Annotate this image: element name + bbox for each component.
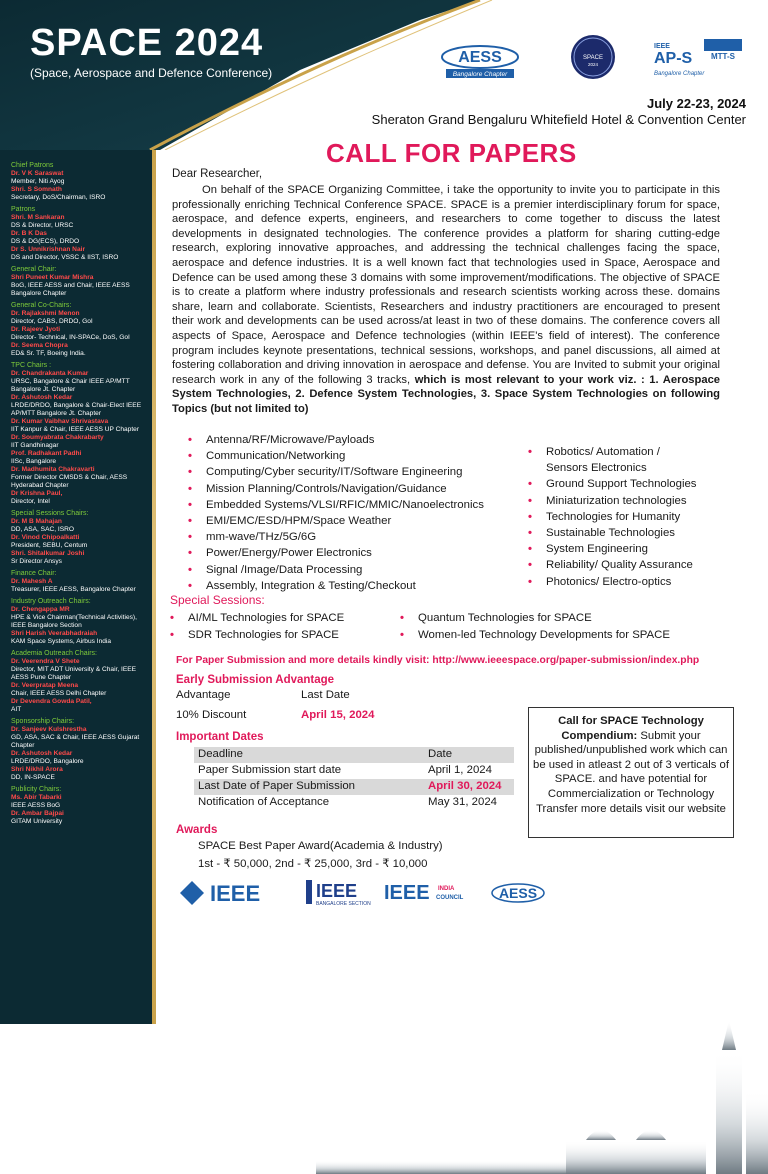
topics-list-right <box>528 444 697 590</box>
topic-item: • Mission Planning/Controls/Navigation/Guidance <box>188 481 484 497</box>
committee-member-name: Dr. Chengappa MR <box>11 606 70 613</box>
committee-role-heading: General Chair: <box>11 266 57 273</box>
committee-role-heading: Special Sessions Chairs: <box>11 510 89 517</box>
committee-member-affiliation: Treasurer, IEEE AESS, Bangalore Chapter <box>11 586 136 593</box>
ieee-logo-2 <box>306 880 371 907</box>
submission-link[interactable]: For Paper Submission and more details kindly visit: http://www.ieeespace.org/paper-submission/index.php <box>176 655 700 666</box>
tracks-text: which is most relevant to your work viz. : 1. Aerospace System Technologies, 2. Defence System Technologies, 3. Space System Technologies on following Topics (but not limited to) <box>172 373 721 415</box>
ieee-logo-3 <box>384 882 464 904</box>
committee-member-name: Dr. Mahesh A <box>11 578 53 585</box>
committee-role-heading: TPC Chairs : <box>11 362 52 369</box>
bullet: • <box>188 563 192 576</box>
committee-member-affiliation: GD, ASA, SAC & Chair, IEEE AESS Gujarat Chapter <box>11 734 140 749</box>
conference-dates: July 22-23, 2024 <box>646 96 746 111</box>
svg-text:IEEE: IEEE <box>316 881 358 901</box>
special-session-item: • Quantum Technologies for SPACE <box>400 610 670 627</box>
table-row: Last Date of Paper Submission April 30, 2024 <box>194 779 514 795</box>
svg-text:BANGALORE SECTION: BANGALORE SECTION <box>316 901 371 907</box>
committee-member-name: Shri Puneet Kumar Mishra <box>11 274 94 281</box>
esa-discount: 10% Discount <box>176 709 247 721</box>
committee-member-name: Prof. Radhakant Padhi <box>11 450 82 457</box>
esa-date: April 15, 2024 <box>301 709 375 721</box>
ieee-logo-graphics <box>178 878 548 908</box>
committee-member-affiliation: President, SEBU, Centum <box>11 542 88 549</box>
topic-item: • Sustainable Technologies <box>528 525 697 541</box>
topic-item: • Reliability/ Quality Assurance <box>528 557 697 573</box>
bullet: • <box>188 547 192 560</box>
committee-member-name: Shri Nikhil Arora <box>11 766 63 773</box>
committee-member-name: Dr. Ashutosh Kedar <box>11 750 73 757</box>
logo-aps: AP-S <box>654 50 693 67</box>
logo-aess: AESS <box>458 49 502 66</box>
compendium-body: Submit your published/unpublished work which can be used in atleast 2 out of 3 verticals of SPACE. and have potential for Commercialization or Technology Transfer more details visit our website <box>533 729 729 815</box>
committee-member-affiliation: DS & DG(ECS), DRDO <box>11 238 80 245</box>
committee-member-affiliation: KAM Space Systems, Airbus India <box>11 638 112 645</box>
topic-item: • Ground Support Technologies <box>528 476 697 492</box>
compendium-box <box>528 707 734 838</box>
important-dates-heading: Important Dates <box>176 731 264 743</box>
greeting: Dear Researcher, <box>172 168 263 180</box>
header <box>0 0 768 150</box>
committee-member-name: Dr. Veerendra V Shete <box>11 658 80 665</box>
committee-member-affiliation: AIT <box>11 706 22 713</box>
conference-subtitle: (Space, Aerospace and Defence Conference) <box>30 66 273 80</box>
committee-member-name: Dr. Soumyabrata Chakrabarty <box>11 434 104 441</box>
committee-member-affiliation: DD, ASA, SAC, ISRO <box>11 526 75 533</box>
committee-member-affiliation: IEEE AESS BoG <box>11 802 61 809</box>
table-row: Paper Submission start date April 1, 2024 <box>198 764 492 776</box>
committee-member-affiliation: Chair, IEEE AESS Delhi Chapter <box>11 690 107 697</box>
invitation-body <box>172 183 720 417</box>
logo-graphics <box>438 35 748 85</box>
award-title: SPACE Best Paper Award(Academia & Industry) <box>198 840 443 852</box>
committee-member-name: Dr. Rajeev Jyoti <box>11 326 61 333</box>
special-session-item: • Women-led Technology Developments for SPACE <box>400 627 670 644</box>
invitation-text: On behalf of the SPACE Organizing Committee, i take the opportunity to invite you to participate in this professionally enriching Technical Conference SPACE. SPACE is a premier interdisciplinary forum for space, aerospace, and defence experts, engineers, and researchers to come together to discuss the latest developments in designated technologies. The conference provides a platform for sharing cutting-edge research, exploring innovative approaches, and addressing the technical challenges facing the space, aerospace and defence industries. It is a well known fact that technologies used in Space, Aerospace and Defence can be used among these 3 domains with some improvement/modifications. The objective of SPACE is to create a platform where industry professionals and research scientists working across these. domains share, learn and collaborate. Scientists, Researchers and industry practitioners are encouraged to present their work and developments can be used across/at least in two of these domains. The conference covers all aspects of Space, Aerospace and Defence technologies (within IEEE's field of interest). The conference program includes keynote presentations, technical sessions, workshops, and panel discussions, all aimed at fostering collaboration and driving innovation in aerospace and defense. You are Invited to submit your original research work in any of the following 3 tracks, <box>172 184 720 386</box>
conference-venue: Sheraton Grand Bengaluru Whitefield Hotel & Convention Center <box>371 112 746 127</box>
committee-member-name: Dr. Seema Chopra <box>11 342 68 349</box>
call-for-papers-heading: CALL FOR PAPERS <box>326 138 577 168</box>
svg-text:INDIA: INDIA <box>438 886 455 892</box>
main-content <box>158 138 768 1024</box>
committee-member-affiliation: DD, IN-SPACE <box>11 774 55 781</box>
committee-member-affiliation: DS & Director, URSC <box>11 222 74 229</box>
committee-member-name: Dr. Chandrakanta Kumar <box>11 370 89 377</box>
ieee-logos <box>178 878 548 908</box>
committee-member-affiliation: Member, Niti Ayog <box>11 178 65 185</box>
bullet: • <box>188 515 192 528</box>
topic-item: • Computing/Cyber security/IT/Software Engineering <box>188 464 484 480</box>
committee-member-affiliation: IIT Kanpur & Chair, IEEE AESS UP Chapter <box>11 426 140 433</box>
bullet: • <box>528 559 532 572</box>
committee-member-affiliation: GITAM University <box>11 818 63 825</box>
topic-item: Sensors Electronics <box>546 462 647 475</box>
logo-aess-sub: Bangalore Chapter <box>452 71 508 78</box>
committee-role-heading: Patrons <box>11 206 36 213</box>
committee-member-affiliation: Director, Intel <box>11 498 50 505</box>
topic-item: • Antenna/RF/Microwave/Payloads <box>188 432 484 448</box>
committee-member-affiliation: Director- Technical, IN-SPACe, DoS, GoI <box>11 334 130 341</box>
special-sessions-right <box>400 610 670 644</box>
conference-title: SPACE 2024 <box>30 22 264 64</box>
compendium-title: Call for SPACE Technology Compendium: <box>558 715 704 742</box>
logo-ieee: IEEE <box>654 43 670 50</box>
committee-member-name: Shri. Shitalkumar Joshi <box>11 550 85 557</box>
bullet: • <box>528 543 532 556</box>
committee-member-name: Dr. Vinod Chipoalkatti <box>11 534 80 541</box>
ieee-logo-1 <box>180 881 260 906</box>
topic-item: • Robotics/ Automation / <box>528 444 697 460</box>
topic-item: • Communication/Networking <box>188 448 484 464</box>
svg-text:IEEE: IEEE <box>210 881 261 906</box>
early-submission-heading: Early Submission Advantage <box>176 674 335 686</box>
esa-col-last-date: Last Date <box>301 689 350 701</box>
committee-member-affiliation: Former Director CMSDS & Chair, AESS Hyderabad Chapter <box>11 474 128 489</box>
special-sessions-heading: Special Sessions: <box>170 593 265 607</box>
committee-role-heading: Sponsorship Chairs: <box>11 718 75 725</box>
topic-item: • Photonics/ Electro-optics <box>528 574 697 590</box>
committee-member-affiliation: Sr Director Ansys <box>11 558 62 565</box>
committee-member-affiliation: Secretary, DoS/Chairman, ISRO <box>11 194 106 201</box>
bullet: • <box>188 579 192 592</box>
committee-member-affiliation: IIT Gandhinagar <box>11 442 59 449</box>
topic-item: • mm-wave/THz/5G/6G <box>188 529 484 545</box>
bullet: • <box>400 612 404 624</box>
committee-role-heading: Academia Outreach Chairs: <box>11 650 97 657</box>
svg-text:IEEE: IEEE <box>384 882 430 904</box>
committee-member-name: Shri Harish Veerabhadraiah <box>11 630 98 637</box>
committee-member-name: Dr. Sanjeev Kulshrestha <box>11 726 87 733</box>
committee-role-heading: General Co-Chairs: <box>11 302 72 309</box>
topic-item: • Power/Energy/Power Electronics <box>188 545 484 561</box>
topic-item: • Technologies for Humanity <box>528 509 697 525</box>
logo-space: SPACE <box>583 55 603 61</box>
bullet: • <box>188 531 192 544</box>
bullet: • <box>188 434 192 446</box>
committee-member-affiliation: ED& Sr. TF, Boeing India. <box>11 350 86 357</box>
logo-space-year: 2024 <box>587 62 599 67</box>
awards-heading: Awards <box>176 824 218 836</box>
committee-member-affiliation: Director, CABS, DRDO, GoI <box>11 318 93 325</box>
bullet: • <box>188 466 192 479</box>
bullet: • <box>528 575 532 588</box>
committee-member-name: Dr Devendra Gowda Patil, <box>11 698 92 705</box>
topic-item: • System Engineering <box>528 541 697 557</box>
bullet: • <box>170 629 174 641</box>
committee-member-affiliation: HPE & Vice Chairman(Technical Activities), IEEE Bangalore Section <box>11 614 137 629</box>
committee-role-heading: Publicity Chairs: <box>11 786 62 793</box>
committee-list <box>11 158 149 826</box>
committee-member-name: Shri. M Sankaran <box>11 214 65 221</box>
bullet: • <box>528 510 532 523</box>
important-dates-table <box>194 747 514 811</box>
committee-member-name: Dr. M B Mahajan <box>11 518 62 525</box>
special-session-item: • AI/ML Technologies for SPACE <box>170 610 344 627</box>
special-sessions-left <box>170 610 344 644</box>
topic-item: • Miniaturization technologies <box>528 493 697 509</box>
topics-list-left <box>188 432 484 594</box>
bullet: • <box>170 612 174 624</box>
bullet: • <box>188 450 192 463</box>
committee-member-affiliation: DS and Director, VSSC & IIST, ISRO <box>11 254 119 261</box>
topic-item: • Assembly, Integration & Testing/Checkout <box>188 578 484 594</box>
esa-col-advantage: Advantage <box>176 689 231 701</box>
table-header-row: Deadline Date <box>194 747 514 763</box>
svg-text:COUNCIL: COUNCIL <box>436 895 464 901</box>
bullet: • <box>528 446 532 458</box>
committee-member-name: Dr. Ashutosh Kedar <box>11 394 73 401</box>
committee-member-name: Dr S. Unnikrishnan Nair <box>11 246 86 253</box>
bullet: • <box>528 478 532 491</box>
committee-member-name: Dr. Rajlakshmi Menon <box>11 310 80 317</box>
topic-item: • Signal /Image/Data Processing <box>188 562 484 578</box>
bullet: • <box>188 498 192 511</box>
logo-aps-sub: Bangalore Chapter <box>654 71 705 77</box>
special-session-item: • SDR Technologies for SPACE <box>170 627 344 644</box>
committee-member-name: Ms. Abir Tabarki <box>11 794 62 801</box>
sponsor-logos <box>438 35 748 85</box>
aess-logo <box>492 884 544 902</box>
committee-member-name: Dr. Madhumita Chakravarti <box>11 466 95 473</box>
committee-member-affiliation: LRDE/DRDO, Bangalore <box>11 758 84 765</box>
committee-member-affiliation: LRDE/DRDO, Bangalore & Chair-Elect IEEE AP/MTT Bangalore Jt. Chapter <box>11 402 142 417</box>
committee-role-heading: Finance Chair: <box>11 570 57 577</box>
bullet: • <box>528 494 532 507</box>
committee-member-affiliation: IISc, Bangalore <box>11 458 57 465</box>
bullet: • <box>188 482 192 495</box>
committee-role-heading: Chief Patrons <box>11 162 54 169</box>
committee-member-name: Dr. Ambar Bajpai <box>11 810 64 817</box>
topic-item: • EMI/EMC/ESD/HPM/Space Weather <box>188 513 484 529</box>
svg-text:AESS: AESS <box>498 885 538 901</box>
committee-role-heading: Industry Outreach Chairs: <box>11 598 91 605</box>
committee-member-name: Dr. B K Das <box>11 230 47 237</box>
topic-item: • Embedded Systems/VLSI/RFIC/MMIC/Nanoelectronics <box>188 497 484 513</box>
committee-member-name: Shri. S Somnath <box>11 186 62 193</box>
bengaluru-skyline-illustration <box>316 1020 768 1174</box>
committee-member-name: Dr. Veerpratap Meena <box>11 682 79 689</box>
committee-member-affiliation: URSC, Bangalore & Chair IEEE AP/MTT Bangalore Jt. Chapter <box>11 378 130 393</box>
gold-divider <box>152 150 156 1024</box>
award-prizes: 1st - ₹ 50,000, 2nd - ₹ 25,000, 3rd - ₹ 10,000 <box>198 858 428 870</box>
committee-member-name: Dr. V K Saraswat <box>11 170 64 177</box>
committee-member-name: Dr Krishna Paul, <box>11 490 63 497</box>
table-row: Notification of Acceptance May 31, 2024 <box>198 796 498 808</box>
logo-mtts: MTT-S <box>711 52 735 61</box>
committee-member-affiliation: Director, MIT ADT University & Chair, IEEE AESS Pune Chapter <box>11 666 137 681</box>
bullet: • <box>400 629 404 641</box>
committee-member-name: Dr. Kumar Vaibhav Shrivastava <box>11 418 109 425</box>
committee-member-affiliation: BoG, IEEE AESS and Chair, IEEE AESS Bangalore Chapter <box>11 282 130 297</box>
bullet: • <box>528 527 532 540</box>
committee-sidebar <box>0 150 152 1024</box>
